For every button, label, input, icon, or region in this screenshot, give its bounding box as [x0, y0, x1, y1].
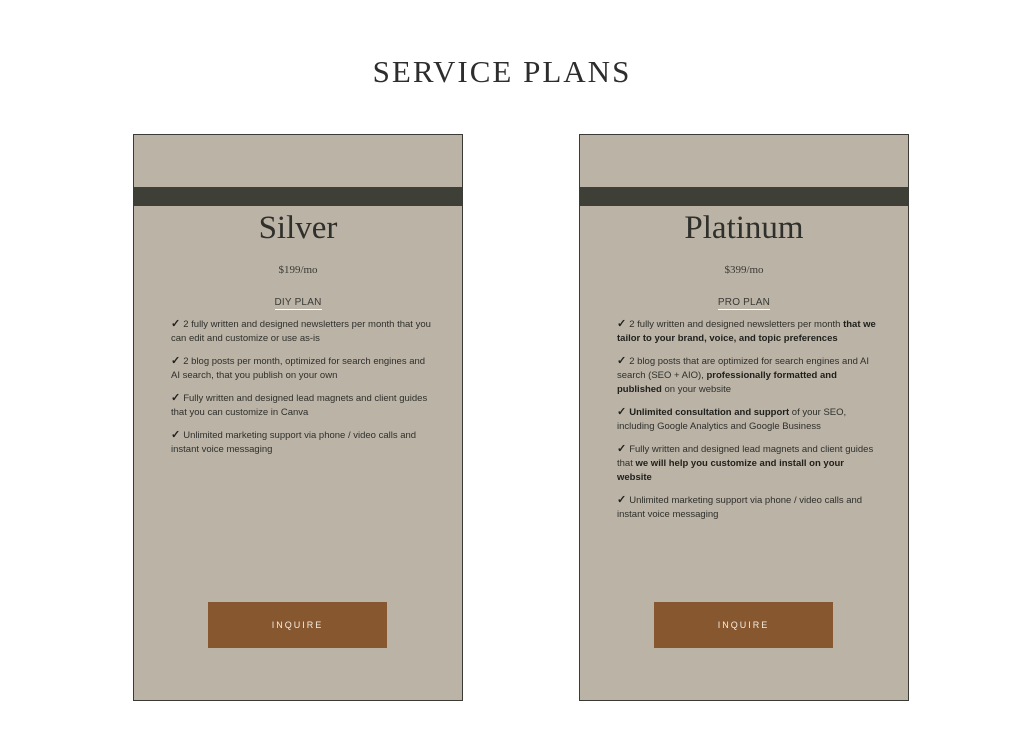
- feature-item: [171, 428, 433, 457]
- plan-name: Platinum: [684, 210, 804, 246]
- plan-card-platinum: [579, 134, 909, 701]
- plan-name: Silver: [258, 210, 338, 246]
- plan-card-silver: [133, 134, 463, 701]
- plan-header-band: [134, 187, 462, 206]
- checkmark-icon: ✓: [171, 355, 181, 367]
- checkmark-icon: ✓: [171, 318, 181, 330]
- feature-item: [171, 354, 433, 383]
- plan-header-band: [580, 187, 908, 206]
- feature-text-bold: Unlimited consultation and support: [629, 407, 790, 418]
- feature-text-bold: that we tailor to your brand, voice, and topic preferences: [617, 319, 876, 344]
- inquire-button[interactable]: INQUIRE: [208, 602, 387, 648]
- feature-item: [617, 405, 879, 434]
- feature-text-bold: professionally formatted and published: [617, 370, 837, 395]
- feature-item: [617, 354, 879, 397]
- inquire-button[interactable]: INQUIRE: [654, 602, 833, 648]
- checkmark-icon: ✓: [171, 429, 181, 441]
- checkmark-icon: ✓: [617, 355, 627, 367]
- feature-list: [617, 317, 879, 530]
- plan-price: $199/mo: [278, 264, 318, 276]
- feature-text: 2 fully written and designed newsletters per month that you can edit and customize or use as-is: [171, 319, 431, 344]
- feature-text: 2 blog posts per month, optimized for search engines and AI search, that you publish on your own: [171, 356, 426, 381]
- plan-price: $399/mo: [724, 264, 764, 276]
- feature-item: [171, 391, 433, 420]
- plan-tier-label: DIY PLAN: [274, 297, 322, 308]
- feature-item: [617, 493, 879, 522]
- checkmark-icon: ✓: [617, 318, 627, 330]
- feature-text: Fully written and designed lead magnets and client guides that you can customize in Canva: [171, 393, 428, 418]
- feature-text: of your SEO, including Google Analytics and Google Business: [617, 407, 847, 432]
- page-title: SERVICE PLANS: [372, 54, 632, 89]
- feature-text: Unlimited marketing support via phone / video calls and instant voice messaging: [617, 495, 863, 520]
- feature-text: Fully written and designed lead magnets and client guides that: [617, 444, 874, 469]
- checkmark-icon: ✓: [617, 406, 627, 418]
- feature-text: 2 fully written and designed newsletters per month: [629, 319, 844, 330]
- checkmark-icon: ✓: [617, 494, 627, 506]
- feature-text: 2 blog posts that are optimized for search engines and AI search (SEO + AIO),: [617, 356, 869, 381]
- feature-text: Unlimited marketing support via phone / video calls and instant voice messaging: [171, 430, 417, 455]
- feature-item: [171, 317, 433, 346]
- checkmark-icon: ✓: [171, 392, 181, 404]
- checkmark-icon: ✓: [617, 443, 627, 455]
- feature-text: on your website: [661, 384, 732, 395]
- feature-list: [171, 317, 433, 465]
- plan-tier-label: PRO PLAN: [717, 297, 771, 308]
- feature-item: [617, 442, 879, 485]
- feature-item: [617, 317, 879, 346]
- feature-text-bold: we will help you customize and install on your website: [617, 458, 845, 483]
